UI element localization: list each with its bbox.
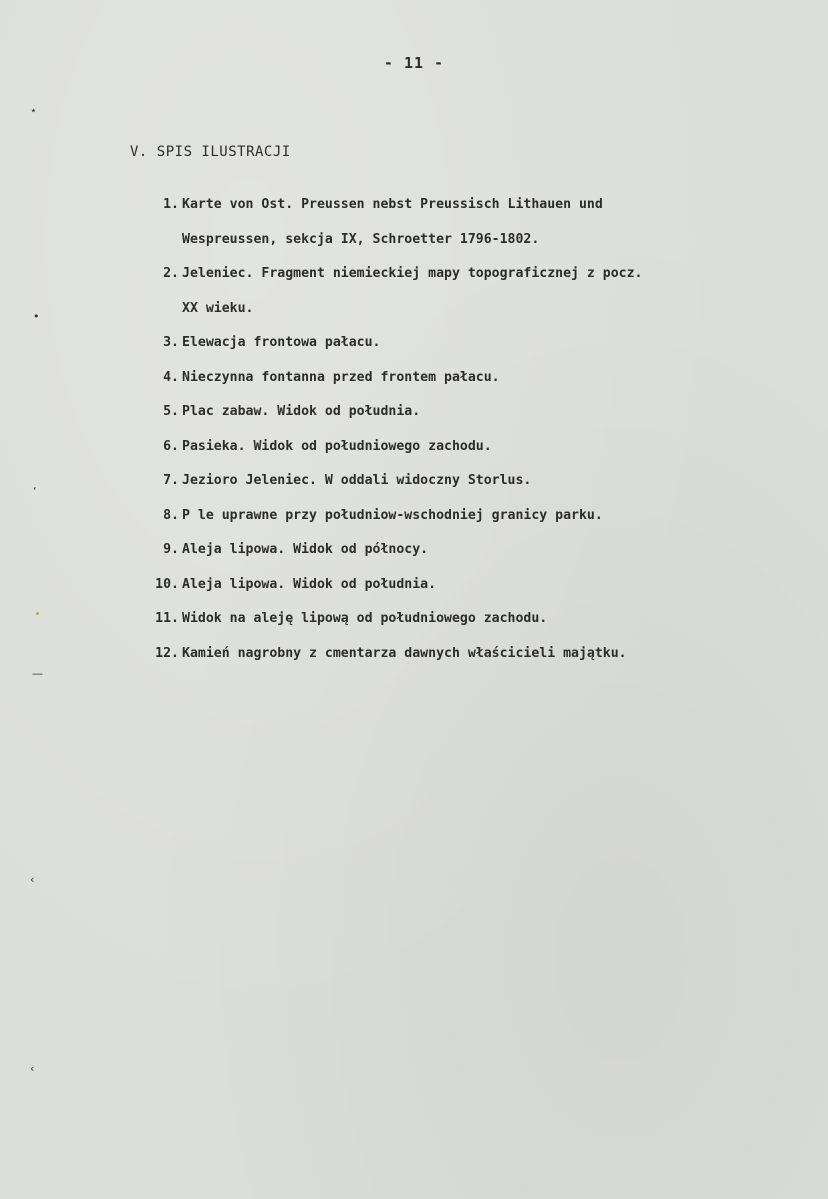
margin-mark: ‹ <box>30 873 35 886</box>
item-number: 9. <box>163 542 179 557</box>
item-number: 3. <box>163 335 179 350</box>
item-text <box>182 637 790 672</box>
item-text <box>182 361 790 396</box>
item-text-line: Jeleniec. Fragment niemieckiej mapy topograficznej z pocz. <box>182 266 643 281</box>
item-text <box>182 395 790 430</box>
item-text-line: Plac zabaw. Widok od południa. <box>182 404 421 419</box>
margin-mark: ‹ <box>30 1062 35 1075</box>
list-item <box>140 464 790 499</box>
list-item <box>140 568 790 603</box>
margin-mark: — <box>32 667 43 680</box>
item-number: 4. <box>163 369 179 385</box>
item-text-line: Aleja lipowa. Widok od północy. <box>182 542 429 557</box>
item-text-line: Pasieka. Widok od południowego zachodu. <box>182 438 492 454</box>
item-number: 10. <box>155 576 179 592</box>
margin-dot <box>36 612 39 615</box>
item-number: 7. <box>163 473 179 488</box>
item-text-line: Aleja lipowa. Widok od południa. <box>182 576 437 592</box>
item-text-line: Elewacja frontowa pałacu. <box>182 335 381 350</box>
list-item <box>140 533 790 568</box>
list-item <box>140 637 790 672</box>
item-number: 6. <box>163 438 179 454</box>
list-item <box>140 430 790 465</box>
item-text-line: Kamień nagrobny z cmentarza dawnych właścicieli majątku. <box>182 645 627 661</box>
item-text <box>182 602 790 637</box>
item-text-line: XX wieku. <box>182 300 254 316</box>
item-text-line: Widok na aleję lipową od południowego zachodu. <box>182 611 548 626</box>
item-text <box>182 568 790 603</box>
item-number: 1. <box>163 197 179 212</box>
list-item <box>140 499 790 534</box>
item-text <box>182 499 790 534</box>
item-text-line: P le uprawne przy południow-wschodniej granicy parku. <box>182 507 603 523</box>
list-item <box>140 188 790 257</box>
item-text-line: Wespreussen, sekcja IX, Schroetter 1796-1802. <box>182 231 540 247</box>
item-number: 5. <box>163 404 179 419</box>
margin-mark: • <box>33 310 40 323</box>
section-heading: V. SPIS ILUSTRACJI <box>130 144 291 160</box>
item-text-line: Nieczynna fontanna przed frontem pałacu. <box>182 369 500 385</box>
illustration-list <box>140 188 790 671</box>
list-item <box>140 361 790 396</box>
list-item <box>140 395 790 430</box>
page-number: - 11 - <box>383 54 445 72</box>
item-number: 11. <box>155 611 179 626</box>
item-number: 2. <box>163 266 179 281</box>
item-number: 12. <box>155 645 179 661</box>
item-text <box>182 430 790 465</box>
item-text <box>182 257 790 326</box>
list-item <box>140 602 790 637</box>
margin-mark: ⋆ <box>30 104 37 117</box>
item-number: 8. <box>163 507 179 523</box>
list-item <box>140 326 790 361</box>
list-item <box>140 257 790 326</box>
item-text <box>182 533 790 568</box>
item-text-line: Jezioro Jeleniec. W oddali widoczny Storlus. <box>182 473 532 488</box>
item-text <box>182 188 790 257</box>
item-text-line: Karte von Ost. Preussen nebst Preussisch Lithauen und <box>182 197 603 212</box>
item-text <box>182 326 790 361</box>
margin-mark: ‘ <box>33 485 37 498</box>
item-text <box>182 464 790 499</box>
